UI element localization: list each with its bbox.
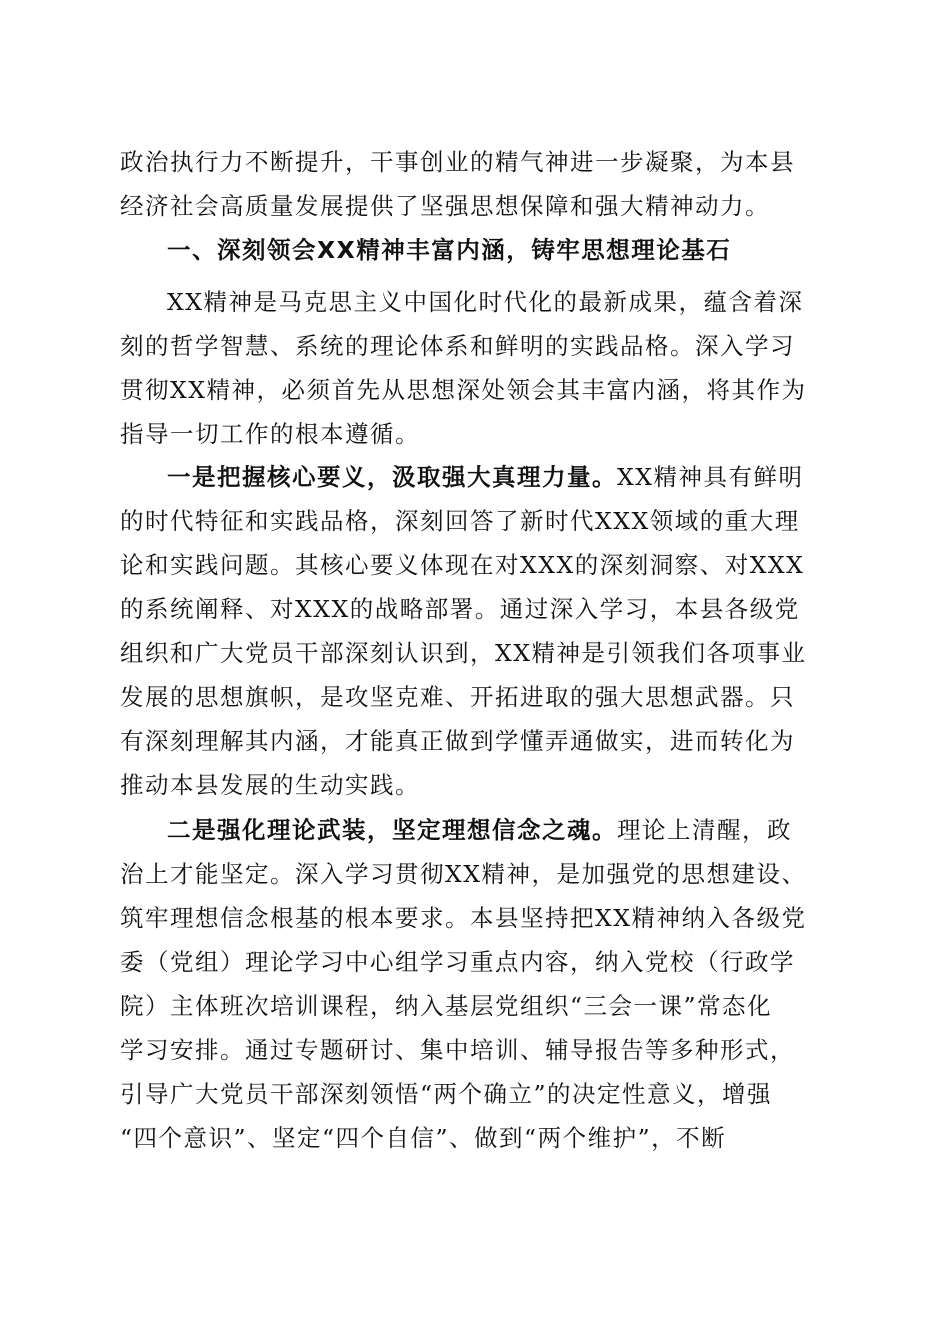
text-line bbox=[120, 455, 832, 499]
text-line: XX精神是马克思主义中国化时代化的最新成果，蕴含着深 bbox=[167, 288, 804, 316]
section-heading bbox=[120, 228, 832, 272]
paragraph-text: XX精神具有鲜明 bbox=[617, 463, 804, 491]
text-line: 的时代特征和实践品格，深刻回答了新时代XXX领域的重大理 bbox=[120, 507, 800, 535]
intro-paragraph bbox=[120, 140, 832, 228]
paragraph-2 bbox=[120, 455, 832, 807]
text-line: 的系统阐释、对XXX的战略部署。通过深入学习，本县各级党 bbox=[120, 595, 800, 623]
heading-text: 一、深刻领会XX精神丰富内涵，铸牢思想理论基石 bbox=[167, 236, 732, 264]
paragraph-lead: 一是把握核心要义，汲取强大真理力量。 bbox=[167, 463, 617, 491]
text-line bbox=[120, 808, 832, 852]
paragraph-text: 理论上清醒，政 bbox=[617, 816, 792, 844]
text-line: 引导广大党员干部深刻领悟“两个确立”的决定性意义，增强 bbox=[120, 1080, 773, 1108]
paragraph-1 bbox=[120, 280, 832, 456]
text-line: 推动本县发展的生动实践。 bbox=[120, 771, 420, 799]
text-line: 刻的哲学智慧、系统的理论体系和鲜明的实践品格。深入学习 bbox=[120, 332, 795, 360]
text-line: 院）主体班次培训课程，纳入基层党组织“三会一课”常态化 bbox=[120, 992, 773, 1020]
text-line: 指导一切工作的根本遵循。 bbox=[120, 420, 420, 448]
text-line: 委（党组）理论学习中心组学习重点内容，纳入党校（行政学 bbox=[120, 948, 795, 976]
text-line: 筑牢理想信念根基的根本要求。本县坚持把XX精神纳入各级党 bbox=[120, 904, 807, 932]
text-line: 组织和广大党员干部深刻认识到，XX精神是引领我们各项事业 bbox=[120, 639, 807, 667]
paragraph-lead: 二是强化理论武装，坚定理想信念之魂。 bbox=[167, 816, 617, 844]
text-line: 有深刻理解其内涵，才能真正做到学懂弄通做实，进而转化为 bbox=[120, 727, 795, 755]
text-line: “四个意识”、坚定“四个自信”、做到“两个维护”，不断 bbox=[120, 1124, 727, 1152]
text-line: 经济社会高质量发展提供了坚强思想保障和强大精神动力。 bbox=[120, 192, 770, 220]
text-line: 发展的思想旗帜，是攻坚克难、开拓进取的强大思想武器。只 bbox=[120, 683, 795, 711]
text-line: 贯彻XX精神，必须首先从思想深处领会其丰富内涵，将其作为 bbox=[120, 376, 807, 404]
text-line: 治上才能坚定。深入学习贯彻XX精神，是加强党的思想建设、 bbox=[120, 860, 807, 888]
paragraph-3 bbox=[120, 808, 832, 1160]
text-line: 论和实践问题。其核心要义体现在对XXX的深刻洞察、对XXX bbox=[120, 551, 805, 579]
text-line: 学习安排。通过专题研讨、集中培训、辅导报告等多种形式， bbox=[120, 1036, 795, 1064]
text-line: 政治执行力不断提升，干事创业的精气神进一步凝聚，为本县 bbox=[120, 148, 795, 176]
